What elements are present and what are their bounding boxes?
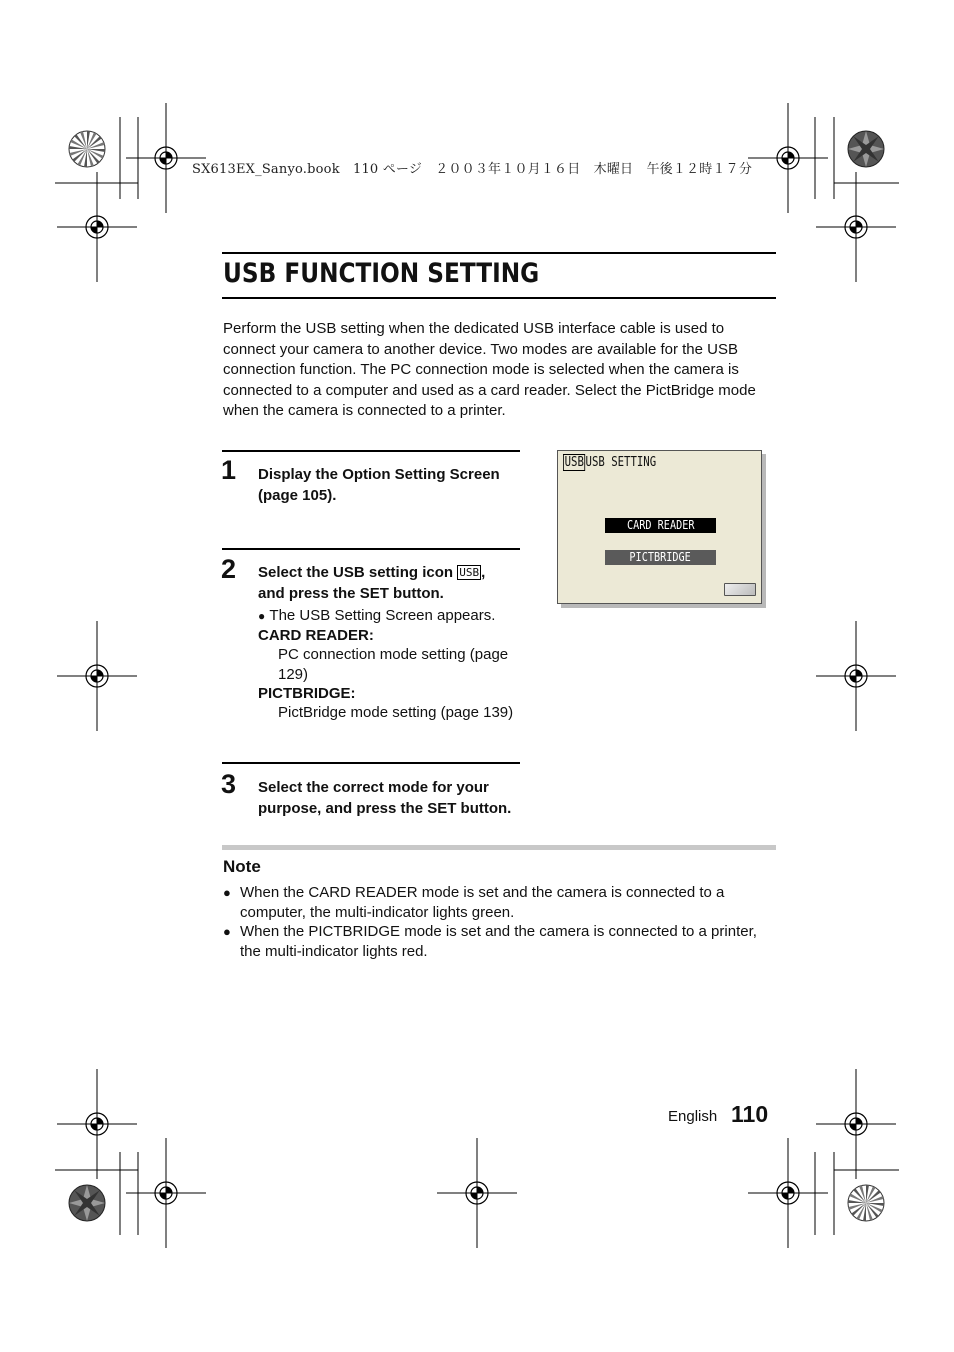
intro-paragraph: Perform the USB setting when the dedicated USB interface cable is used to connect your camera to another device. Two modes are available for the USB connection function. The PC connection mode is selected when the camera is connected to a computer and used as a card reader. Select the PictBridge mode when the camera is connected to a printer. (223, 320, 756, 419)
step-2-bullet (258, 606, 495, 626)
screen-option-pictbridge: PICTBRIDGE (605, 550, 716, 565)
battery-icon (724, 583, 756, 596)
print-header: SX613EX_Sanyo.book 110 ページ ２００３年１０月１６日 木曜日 午後１２時１７分 (192, 162, 753, 177)
title-bottom-rule (222, 297, 776, 299)
title-top-rule (222, 252, 776, 254)
note-item: When the PICTBRIDGE mode is set and the camera is connected to a printer, the multi-indicator lights red. (240, 923, 757, 960)
bullet-icon: ● (258, 609, 266, 623)
step-2-bullet-text: The USB Setting Screen appears. (269, 607, 496, 624)
step-1-number: 1 (221, 455, 237, 485)
note-title: Note (223, 857, 261, 876)
step-1-rule (222, 450, 520, 452)
screen-usb-icon: USB (564, 455, 584, 470)
screen-option-card-reader: CARD READER (605, 518, 716, 533)
card-reader-description: PC connection mode setting (page 129) (278, 646, 509, 683)
step-2-text-after-icon: , (481, 564, 486, 581)
step-1-text: Display the Option Setting Screen (page 105). (258, 466, 500, 504)
step-3-number: 3 (221, 769, 237, 799)
step-2-text (258, 562, 533, 604)
note-item: When the CARD READER mode is set and the camera is connected to a computer, the multi-indicator lights green. (240, 884, 725, 921)
usb-setting-screen-illustration (557, 450, 762, 604)
card-reader-label: CARD READER: (258, 627, 374, 644)
screen-title (563, 455, 656, 470)
step-2-text-before-icon: Select the USB setting icon (258, 564, 458, 581)
step-3-rule (222, 762, 520, 764)
page-number: 110 (731, 1101, 769, 1127)
step-2-number: 2 (221, 554, 237, 584)
pictbridge-label: PICTBRIDGE: (258, 685, 356, 702)
step-2-rule (222, 548, 520, 550)
bullet-icon: ● (223, 885, 231, 900)
step-2-text-line2: and press the SET button. (258, 585, 444, 602)
bullet-icon: ● (223, 924, 231, 939)
page-title: USB FUNCTION SETTING (223, 258, 540, 289)
usb-setting-icon: USB (459, 566, 480, 579)
step-3-text: Select the correct mode for your purpose, and press the SET button. (258, 779, 512, 817)
screen-title-text: USB SETTING (585, 455, 657, 470)
footer-language: English (668, 1108, 718, 1125)
note-rule (222, 845, 776, 850)
pictbridge-description: PictBridge mode setting (page 139) (278, 704, 514, 721)
